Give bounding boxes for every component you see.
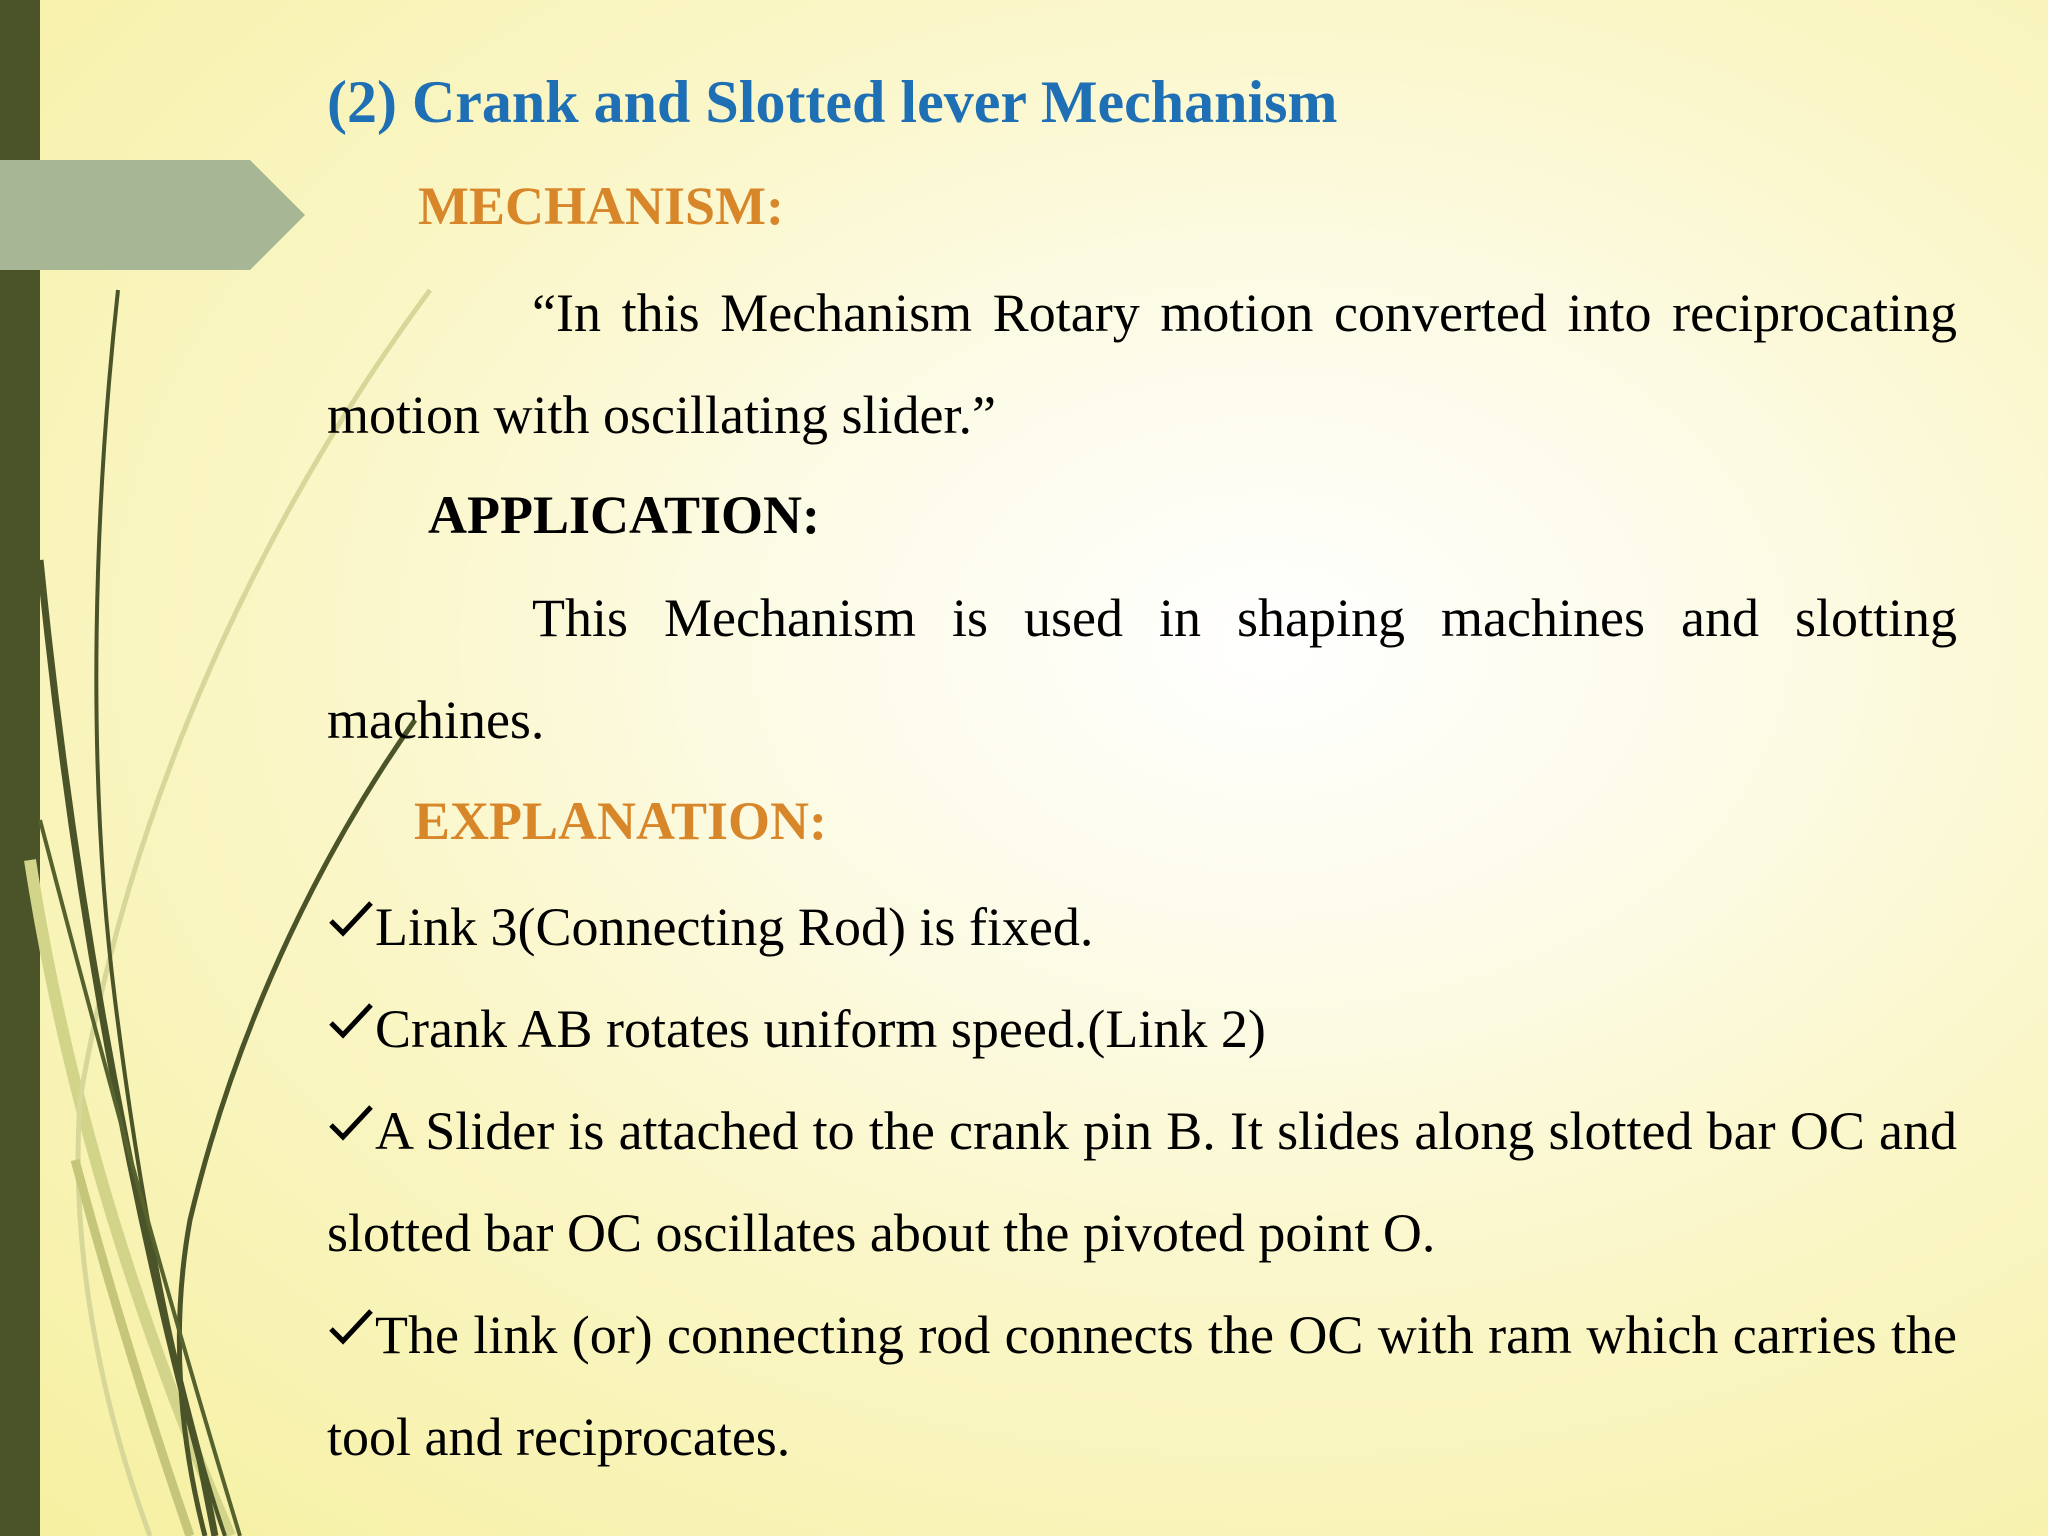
explanation-item bbox=[327, 978, 1957, 1080]
explanation-item bbox=[327, 876, 1957, 978]
checkmark-icon bbox=[327, 1103, 375, 1143]
checkmark-icon bbox=[327, 1001, 375, 1041]
explanation-item-text: A Slider is attached to the crank pin B. It slides along slotted bar OC and slotted bar OC oscillates about the pivoted point O. bbox=[327, 1101, 1957, 1263]
explanation-item-text: Crank AB rotates uniform speed.(Link 2) bbox=[375, 999, 1266, 1059]
mechanism-heading: MECHANISM: bbox=[418, 176, 784, 236]
application-text: This Mechanism is used in shaping machines and slotting machines. bbox=[327, 588, 1957, 750]
application-heading: APPLICATION: bbox=[428, 485, 821, 545]
explanation-item-text: Link 3(Connecting Rod) is fixed. bbox=[375, 897, 1094, 957]
checkmark-icon bbox=[327, 899, 375, 939]
explanation-item bbox=[327, 1284, 1957, 1488]
explanation-item-text: The link (or) connecting rod connects the OC with ram which carries the tool and reciprocates. bbox=[327, 1305, 1957, 1467]
checkmark-icon bbox=[327, 1307, 375, 1347]
arrow-shape bbox=[0, 160, 305, 270]
slide-title: (2) Crank and Slotted lever Mechanism bbox=[327, 69, 1338, 135]
explanation-heading: EXPLANATION: bbox=[414, 791, 828, 851]
explanation-item bbox=[327, 1080, 1957, 1284]
mechanism-text: “In this Mechanism Rotary motion converted into reciprocating motion with oscillating slider.” bbox=[327, 283, 1957, 445]
